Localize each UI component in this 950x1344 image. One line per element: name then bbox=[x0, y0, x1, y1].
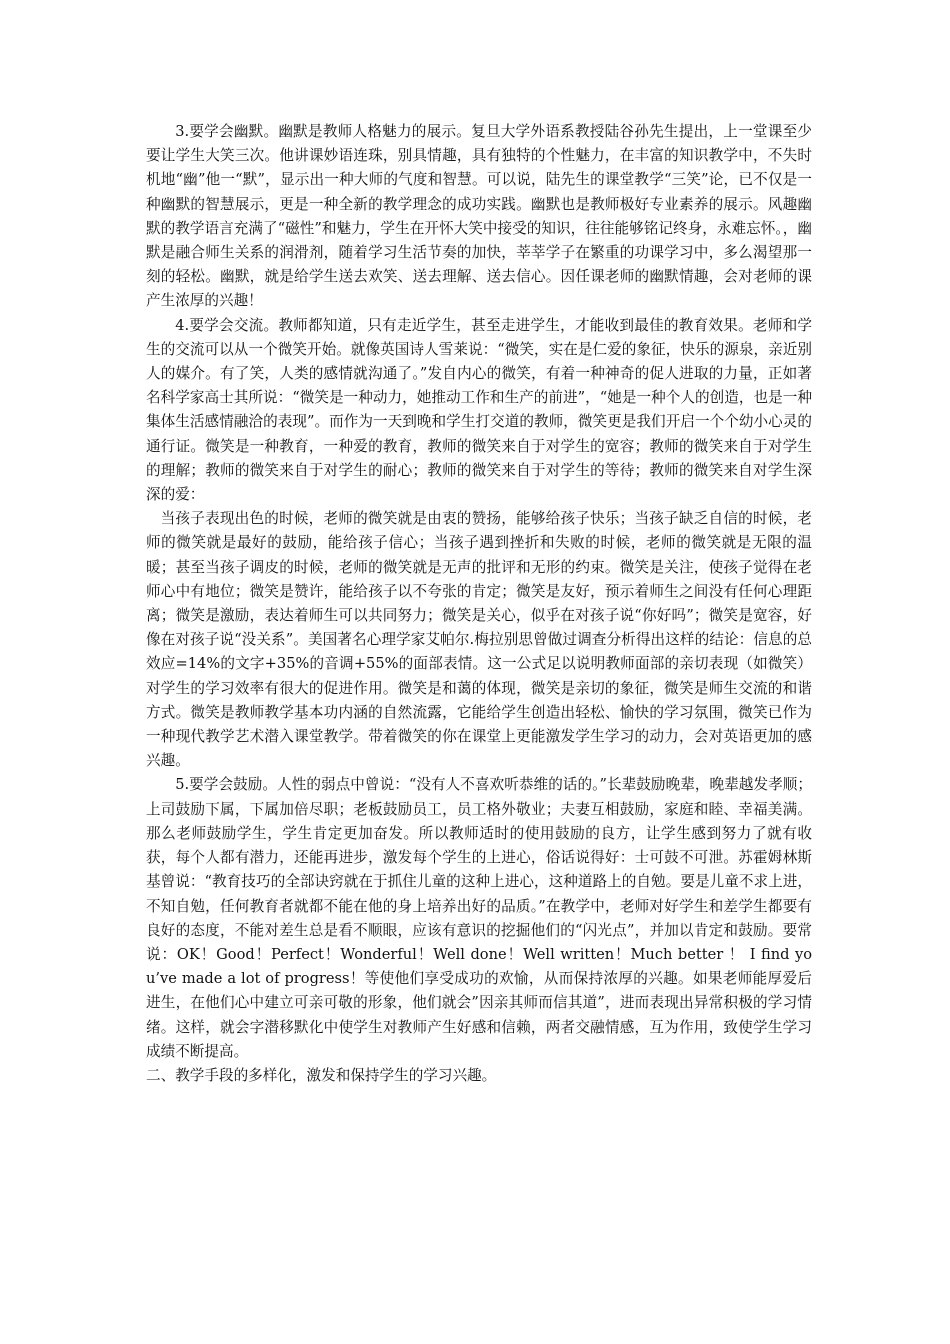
paragraph-smile: 当孩子表现出色的时候，老师的微笑就是由衷的赞扬，能够给孩子快乐；当孩子缺乏自信的时候，老师的微笑就是最好的鼓励，能给孩子信心；当孩子遇到挫折和失败的时候，老师的微笑就是无限的温暖；甚至当孩子调皮的时候，老师的微笑就是无声的批评和无形的约束。微笑是关注，使孩子觉得在老师心中有地位；微笑是赞许，能给孩子以不夸张的肯定；微笑是友好，预示着师生之间没有任何心理距离；微笑是激励，表达着师生可以共同努力；微笑是关心，似乎在对孩子说“你好吗”；微笑是宽容，好像在对孩子说“没关系”。美国著名心理学家艾帕尔.梅拉别思曾做过调查分析得出这样的结论：信息的总效应=14%的文字+35%的音调+55%的面部表情。这一公式足以说明教师面部的亲切表现（如微笑）对学生的学习效率有很大的促进作用。微笑是和蔼的体现，微笑是亲切的象征，微笑是师生交流的和谐方式。微笑是教师教学基本功内涵的自然流露，它能给学生创造出轻松、愉快的学习氛围，微笑已作为一种现代教学艺术潜入课堂教学。带着微笑的你在课堂上更能激发学生学习的动力，会对英语更加的感兴趣。 bbox=[146, 510, 812, 770]
paragraph-encouragement: 5.要学会鼓励。人性的弱点中曾说：“没有人不喜欢听恭维的话的。”长辈鼓励晚辈，晚辈越发孝顺；上司鼓励下属，下属加倍尽职；老板鼓励员工，员工格外敬业；夫妻互相鼓励，家庭和睦、幸福美满。那么老师鼓励学生，学生肯定更加奋发。所以教师适时的使用鼓励的良方，让学生感到努力了就有收获，每个人都有潜力，还能再进步，激发每个学生的上进心，俗话说得好：士可鼓不可泄。苏霍姆林斯基曾说：“教育技巧的全部诀窍就在于抓住儿童的这种上进心，这种道路上的自勉。要是儿童不求上进，不知自勉，任何教育者就都不能在他的身上培养出好的品质。”在教学中，老师对好学生和差学生都要有良好的态度，不能对差生总是看不顺眼，应该有意识的挖掘他们的“闪光点”，并加以肯定和鼓励。要常说：OK！Good！Perfect！Wonderful！Well done！Well written！Much better ！ I find you’ve made a lot of progress！等使他们享受成功的欢愉，从而保持浓厚的兴趣。如果老师能厚爱后进生，在他们心中建立可亲可敬的形象，他们就会”因亲其师而信其道”，进而表现出异常积极的学习情绪。这样，就会字潜移默化中使学生对教师产生好感和信赖，两者交融情感，互为作用，致使学生学习成绩不断提高。 bbox=[146, 776, 812, 1060]
paragraph-communication: 4.要学会交流。教师都知道，只有走近学生，甚至走进学生，才能收到最佳的教育效果。老师和学生的交流可以从一个微笑开始。就像英国诗人雪莱说：“微笑，实在是仁爱的象征，快乐的源泉，亲近别人的媒介。有了笑，人类的感情就沟通了。”发自内心的微笑，有着一种神奇的促人进取的力量，正如著名科学家高士其所说：“微笑是一种动力，她推动工作和生产的前进”，“她是一种个人的创造，也是一种集体生活感情融洽的表现”。而作为一天到晚和学生打交道的教师，微笑更是我们开启一个个幼小心灵的通行证。微笑是一种教育，一种爱的教育，教师的微笑来自于对学生的宽容；教师的微笑来自于对学生的理解；教师的微笑来自于对学生的耐心；教师的微笑来自于对学生的等待；教师的微笑来自对学生深深的爱： bbox=[146, 316, 812, 504]
document-body bbox=[146, 120, 812, 1088]
section-heading: 二、教学手段的多样化，激发和保持学生的学习兴趣。 bbox=[146, 1066, 497, 1084]
paragraph-humor: 3.要学会幽默。幽默是教师人格魅力的展示。复旦大学外语系教授陆谷孙先生提出，上一堂课至少要让学生大笑三次。他讲课妙语连珠，别具情趣，具有独特的个性魅力，在丰富的知识教学中，不失时机地“幽”他一“默”，显示出一种大师的气度和智慧。可以说，陆先生的课堂教学“三笑”论，已不仅是一种幽默的智慧展示，更是一种全新的教学理念的成功实践。幽默也是教师极好专业素养的展示。风趣幽默的教学语言充满了“磁性”和魅力，学生在开怀大笑中接受的知识，往往能够铭记终身，永难忘怀。，幽默是融合师生关系的润滑剂，随着学习生活节奏的加快，莘莘学子在繁重的功课学习中，多么渴望那一刻的轻松。幽默，就是给学生送去欢笑、送去理解、送去信心。因任课老师的幽默情趣，会对老师的课产生浓厚的兴趣！ bbox=[146, 123, 812, 310]
